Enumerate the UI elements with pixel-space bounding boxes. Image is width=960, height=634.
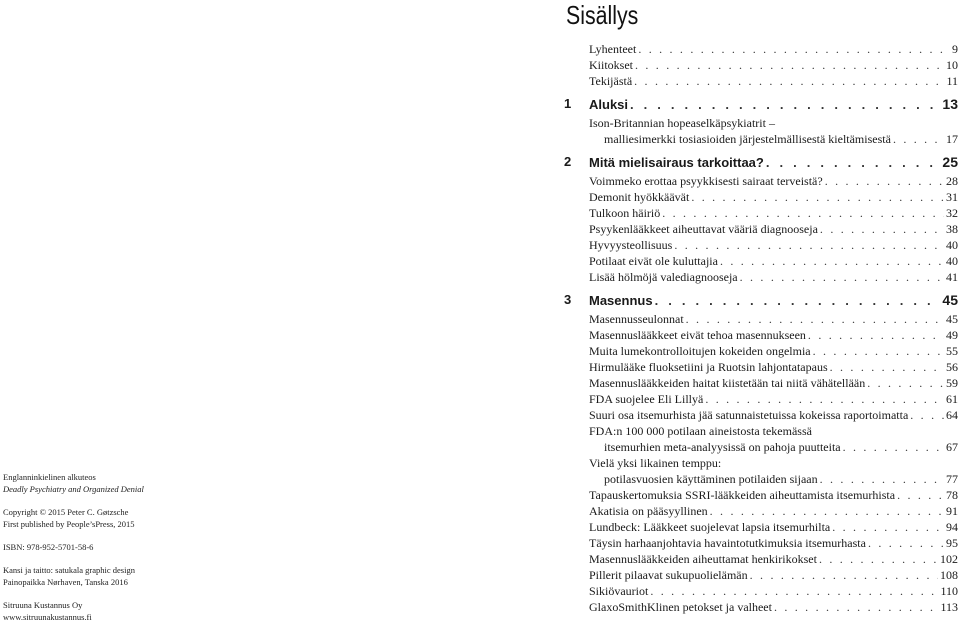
- original-work: [3, 471, 203, 495]
- toc-entry[interactable]: Masennusseulonnat . . . 45: [562, 311, 958, 327]
- toc-entry[interactable]: Potilaat eivät ole kuluttajia . . . 40: [562, 253, 958, 269]
- toc-entry[interactable]: Vielä yksi likainen temppu:: [589, 456, 722, 470]
- toc-entry[interactable]: Psyykenlääkkeet aiheuttavat vääriä diagnooseja . . . 38: [562, 221, 958, 237]
- toc-entry[interactable]: Sikiövauriot . . . 110: [562, 583, 958, 599]
- toc-entry[interactable]: FDA suojelee Eli Lillyä . . . 61: [562, 391, 958, 407]
- dot-leader: [766, 152, 941, 174]
- toc-entry[interactable]: Voimmeko erottaa psyykkisesti sairaat terveistä? . . . 28: [562, 173, 958, 189]
- dot-leader: [774, 599, 938, 615]
- toc-entry[interactable]: Masennuslääkkeiden haitat kiistetään tai niitä vähätellään . . . 59: [562, 375, 958, 391]
- toc-entry[interactable]: Kiitokset . . . 10: [562, 57, 958, 73]
- toc-entry[interactable]: GlaxoSmithKlinen petokset ja valheet . . . 113: [562, 599, 958, 615]
- dot-leader: [820, 471, 944, 487]
- publisher: [3, 599, 203, 623]
- dot-leader: [662, 205, 944, 221]
- isbn-line: ISBN: 978-952-5701-58-6: [3, 542, 94, 552]
- dot-leader: [910, 407, 944, 423]
- printing-place: Painopaikka Nørhaven, Tanska 2016: [3, 577, 128, 587]
- dot-leader: [819, 551, 938, 567]
- toc-entry[interactable]: Masennuslääkkeet eivät tehoa masennukseen . . . 49: [562, 327, 958, 343]
- toc-entry[interactable]: Täysin harhaanjohtavia havaintotutkimuksia itsemurhasta . . . 95: [562, 535, 958, 551]
- copyright: [3, 506, 203, 530]
- dot-leader: [897, 487, 944, 503]
- chapter-heading[interactable]: 3 Masennus . . . 45: [562, 289, 958, 311]
- dot-leader: [830, 359, 944, 375]
- first-published: First published by People’sPress, 2015: [3, 519, 135, 529]
- colophon: [3, 471, 203, 634]
- chapter-heading[interactable]: 1 Aluksi . . . 13: [562, 93, 958, 115]
- chapter-heading[interactable]: 2 Mitä mielisairaus tarkoittaa? . . . 25: [562, 151, 958, 173]
- toc-entry[interactable]: Tulkoon häiriö . . . 32: [562, 205, 958, 221]
- dot-leader: [655, 290, 941, 312]
- toc-entry[interactable]: Lyhenteet . . . 9: [562, 41, 958, 57]
- toc-entry[interactable]: Tekijästä . . . 11: [562, 73, 958, 89]
- dot-leader: [808, 327, 944, 343]
- colophon-line: Englanninkielinen alkuteos: [3, 472, 96, 482]
- dot-leader: [630, 94, 940, 116]
- dot-leader: [893, 131, 944, 147]
- toc-entry[interactable]: itsemurhien meta-analyysissä on pahoja puutteita . . . 67: [562, 439, 958, 455]
- dot-leader: [740, 269, 944, 285]
- dot-leader: [638, 41, 950, 57]
- cover-layout: Kansi ja taitto: satukala graphic design: [3, 565, 135, 575]
- isbn: [3, 541, 203, 553]
- toc-entry[interactable]: Masennuslääkkeiden aiheuttamat henkirikokset . . . 102: [562, 551, 958, 567]
- dot-leader: [635, 57, 944, 73]
- toc-entry[interactable]: potilasvuosien käyttäminen potilaiden sijaan . . . 77: [562, 471, 958, 487]
- dot-leader: [710, 503, 944, 519]
- dot-leader: [634, 73, 944, 89]
- production: [3, 564, 203, 588]
- publisher-name: Sitruuna Kustannus Oy: [3, 600, 83, 610]
- dot-leader: [825, 173, 944, 189]
- toc-entry[interactable]: Lundbeck: Lääkkeet suojelevat lapsia itsemurhilta . . . 94: [562, 519, 958, 535]
- copyright-line: Copyright © 2015 Peter C. Gøtzsche: [3, 507, 129, 517]
- toc-entry[interactable]: Suuri osa itsemurhista jää satunnaistetuissa kokeissa raportoimatta . . . 64: [562, 407, 958, 423]
- dot-leader: [750, 567, 938, 583]
- dot-leader: [820, 221, 944, 237]
- toc-entry[interactable]: Tapauskertomuksia SSRI-lääkkeiden aiheuttamista itsemurhista . . . 78: [562, 487, 958, 503]
- dot-leader: [867, 375, 944, 391]
- toc-entry[interactable]: Demonit hyökkäävät . . . 31: [562, 189, 958, 205]
- table-of-contents: [562, 41, 958, 615]
- toc-entry[interactable]: Lisää hölmöjä valediagnooseja . . . 41: [562, 269, 958, 285]
- page-title: Sisällys: [566, 0, 639, 30]
- toc-entry[interactable]: Akatisia on pääsyyllinen . . . 91: [562, 503, 958, 519]
- dot-leader: [686, 311, 944, 327]
- dot-leader: [832, 519, 944, 535]
- toc-entry[interactable]: malliesimerkki tosiasioiden järjestelmällisestä kieltämisestä . . . 17: [562, 131, 958, 147]
- toc-entry[interactable]: Hyvyysteollisuus . . . 40: [562, 237, 958, 253]
- toc-entry[interactable]: Pillerit pilaavat sukupuolielämän . . . 108: [562, 567, 958, 583]
- dot-leader: [691, 189, 944, 205]
- dot-leader: [813, 343, 944, 359]
- publisher-url: www.sitruunakustannus.fi: [3, 612, 92, 622]
- dot-leader: [674, 237, 944, 253]
- toc-entry[interactable]: FDA:n 100 000 potilaan aineistosta tekemässä: [589, 424, 812, 438]
- dot-leader: [720, 253, 944, 269]
- dot-leader: [705, 391, 944, 407]
- toc-entry[interactable]: Hirmulääke fluoksetiini ja Ruotsin lahjontatapaus . . . 56: [562, 359, 958, 375]
- toc-entry[interactable]: Ison-Britannian hopeaselkäpsykiatrit –: [589, 116, 775, 130]
- original-title: Deadly Psychiatry and Organized Denial: [3, 484, 144, 494]
- dot-leader: [650, 583, 938, 599]
- toc-entry[interactable]: Muita lumekontrolloitujen kokeiden ongelmia . . . 55: [562, 343, 958, 359]
- dot-leader: [868, 535, 944, 551]
- dot-leader: [843, 439, 944, 455]
